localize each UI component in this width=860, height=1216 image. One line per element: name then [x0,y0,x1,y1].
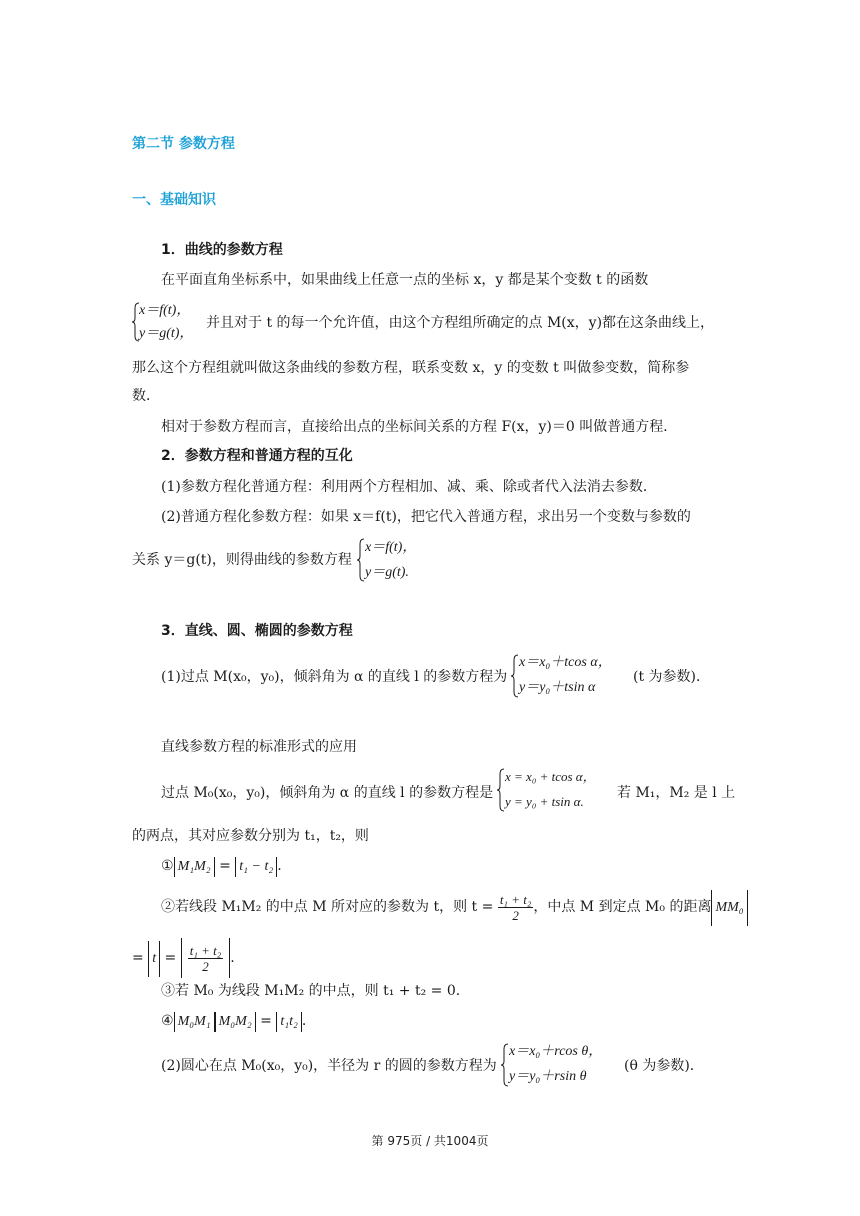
part-heading: 一、基础知识 [132,192,216,208]
circle-param-suffix: (θ 为参数)． [624,1058,704,1074]
s1-paragraph-1: 在平面直角坐标系中，如果曲线上任意一点的坐标 x，y 都是某个变数 t 的函数 [161,272,649,288]
item-1-left-abs: M₁M₂ [174,857,215,877]
line-brace [511,654,519,698]
item-4-end: . [301,1013,307,1029]
circle-param-prefix: (2)圆心在点 M₀(x₀，y₀)，半径为 r 的圆的参数方程为 [161,1058,497,1074]
s2-brace [357,538,365,582]
s2-system-line-1: x＝f(t)， [365,540,417,555]
item-2b-t-abs: t [148,941,160,977]
s1-system-line-2: y＝g(t)， [139,326,194,341]
s1-system-line-1: x＝f(t)， [139,303,191,318]
circle-brace [501,1043,509,1087]
item-2b-numerator: t₁ + t₂ [189,942,222,958]
section-title: 第二节 参数方程 [132,136,235,152]
item-4-equals: = [255,1013,277,1029]
item-3: ③若 M₀ 为线段 M₁M₂ 的中点，则 t₁ + t₂ = 0. [161,983,461,999]
item-2 [161,889,748,926]
line-param-suffix: (t 为参数)． [633,669,710,685]
item-2-fraction [498,892,534,923]
s1-title: 1．曲线的参数方程 [161,242,283,258]
std-form-suffix: 若 M₁，M₂ 是 l 上 [617,785,736,801]
item-1-marker: ① [161,858,174,874]
line-system-line-2: y＝y₀＋tsin α [519,680,596,695]
s1-paragraph-3: 那么这个方程组就叫做这条曲线的参数方程，联系变数 x，y 的变数 t 叫做参变数，简称参 [132,360,690,376]
item-2-denominator: 2 [512,907,519,923]
std-system-line-2: y = y₀ + tsin α. [505,794,584,809]
std-form-title: 直线参数方程的标准形式的应用 [161,739,357,755]
item-4-abs-c: t₁t₂ [276,1012,302,1032]
item-2b-end: . [230,950,235,966]
s2-paragraph-1: (1)参数方程化普通方程：利用两个方程相加、减、乘、除或者代入法消去参数． [161,479,657,495]
s2-system-line-2: y＝g(t). [365,565,409,580]
item-2-continued [132,938,235,978]
item-1-end: . [277,858,282,874]
std-brace [497,768,505,812]
item-2b-fraction [188,943,224,974]
circle-system-line-1: x＝x₀＋rcos θ， [509,1044,603,1059]
item-2-numerator: t₁ + t₂ [499,891,532,907]
item-4-abs-a: M₀M₁ [174,1012,215,1032]
item-4-abs-b: M₀M₂ [215,1012,256,1032]
item-2-distance-abs: MM₀ [711,890,747,926]
item-4-marker: ④ [161,1013,174,1029]
s3-title: 3．直线、圆、椭圆的参数方程 [161,623,353,639]
item-1-right-abs: t₁ − t₂ [235,857,277,877]
item-2b-equals-2: = [160,950,181,966]
circle-system-line-2: y＝y₀＋rsin θ [509,1069,587,1084]
std-system-line-1: x = x₀ + tcos α， [505,769,596,784]
s1-paragraph-2: 并且对于 t 的每一个允许值，由这个方程组所确定的点 M(x，y)都在这条曲线上， [206,315,715,331]
s1-paragraph-4: 数． [132,388,160,404]
std-form-prefix: 过点 M₀(x₀，y₀)，倾斜角为 α 的直线 l 的参数方程是 [161,785,494,801]
s2-paragraph-2: (2)普通方程化参数方程：如果 x＝f(t)，把它代入普通方程，求出另一个变数与参数的 [161,509,691,525]
item-1-equals: = [214,858,236,874]
item-2-suffix: ，中点 M 到定点 M₀ 的距离 [533,899,712,915]
line-system-line-1: x＝x₀＋tcos α， [519,655,612,670]
s2-title: 2．参数方程和普通方程的互化 [161,448,353,464]
item-1 [161,856,282,877]
item-4 [161,1011,306,1032]
line-param-prefix: (1)过点 M(x₀，y₀)，倾斜角为 α 的直线 l 的参数方程为 [161,669,508,685]
std-form-line-2: 的两点，其对应参数分别为 t₁，t₂，则 [132,828,369,844]
item-2b-equals-1: = [132,950,149,966]
s1-paragraph-5: 相对于参数方程而言，直接给出点的坐标间关系的方程 F(x，y)＝0 叫做普通方程． [161,419,678,435]
item-2b-fraction-abs [181,938,231,978]
item-2-prefix: ②若线段 M₁M₂ 的中点 M 所对应的参数为 t，则 t = [161,899,498,915]
s2-paragraph-3: 关系 y＝g(t)，则得曲线的参数方程 [132,552,352,568]
page-footer: 第 975页 / 共1004页 [371,1134,489,1148]
item-2b-denominator: 2 [202,958,209,974]
